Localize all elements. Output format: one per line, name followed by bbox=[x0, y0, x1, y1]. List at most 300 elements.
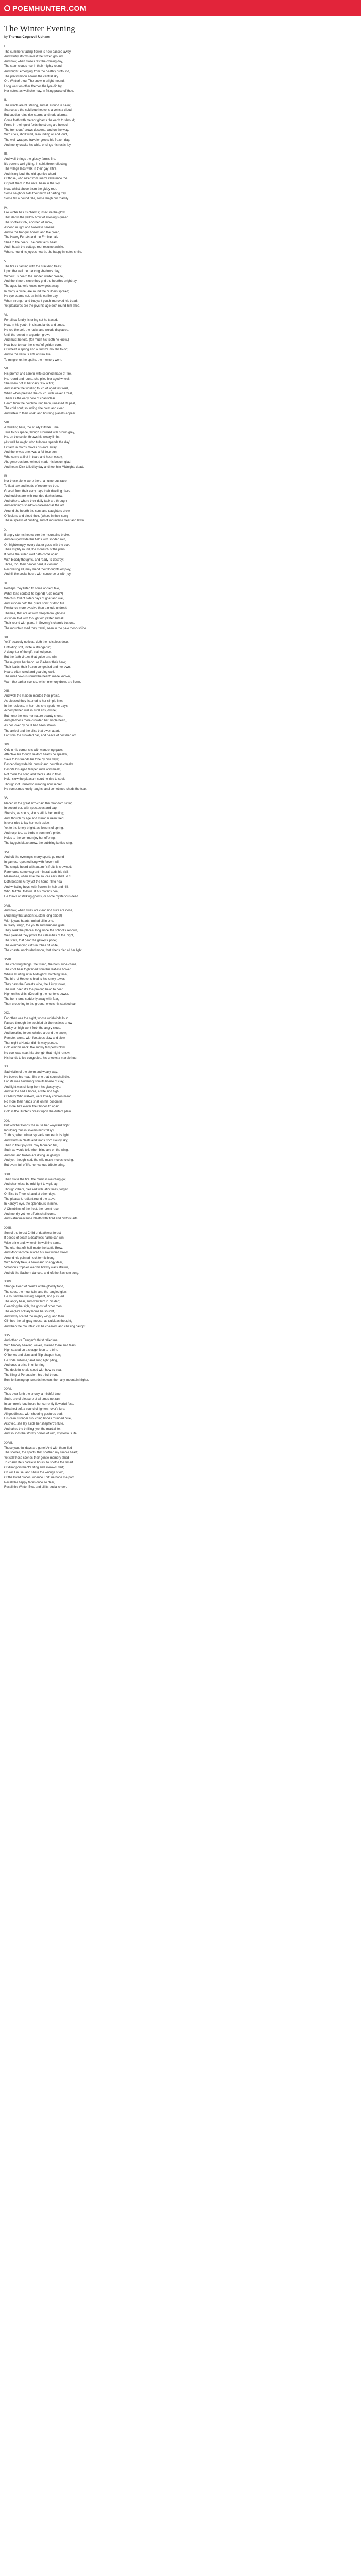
poem-line: Bonnie flaming up towards heaven; then any mountain higher. bbox=[4, 1378, 89, 1382]
poem-line: Rarehouse some vagrant mineral adds his skill, bbox=[4, 870, 70, 874]
poem-line: With bloody thoughts, and ready to destroy; bbox=[4, 558, 64, 562]
poem-line: The aged father's knees now gets away, bbox=[4, 284, 59, 288]
poem-line: As when told with thought old yester and all bbox=[4, 617, 64, 620]
poem-line: Fit faith in moths makes his ears away; bbox=[4, 446, 58, 449]
stanza-numeral: VII. bbox=[4, 367, 9, 371]
poem-line: Her notes, as well she may, in fitting praise of thee. bbox=[4, 90, 74, 93]
stanza-numeral: X. bbox=[4, 529, 7, 532]
poem-line: The simple board with autumn's fruits is crowned; bbox=[4, 866, 72, 869]
poem-line: The King of Persuasion, his third throne, bbox=[4, 1374, 60, 1377]
poem-line: And then! more close they grid the hearth's bright ray. bbox=[4, 280, 78, 283]
poem-line: Of lesions and blood their, (where in their song bbox=[4, 514, 68, 518]
poem-line: Then close the fire, the music is watching go; bbox=[4, 1178, 66, 1181]
poem-line: Is ever nice to lay her work aside, bbox=[4, 822, 51, 825]
logo-text: POEMHUNTER.COM bbox=[12, 4, 87, 12]
poem-line: The crackling things, the trump, the balls' rude chime, bbox=[4, 963, 77, 967]
poem-line: Such, are of pleasure at all times not ran; bbox=[4, 1398, 61, 1401]
poem-line: He bowed his head, like one that soon shall die, bbox=[4, 1075, 70, 1079]
poem-line: And rising loud, the old sportive chord bbox=[4, 172, 56, 176]
poem-line: As her lover by no ill had been shown; bbox=[4, 724, 57, 727]
poem-line: And merrily yet her efforts shall come, bbox=[4, 1212, 56, 1216]
stanza bbox=[4, 796, 357, 846]
poem-line: (And may that ancient custom long abide!) bbox=[4, 914, 62, 918]
poem-line: Wise brine and, wherein in wail the same, bbox=[4, 1241, 61, 1245]
poem-line: To charm life's careless hours; to soothe the smart bbox=[4, 1461, 73, 1465]
poem-line: How best to rear the sheaf of golden corn, bbox=[4, 343, 62, 347]
poem-line: The placid moon adorns the central sky. bbox=[4, 75, 59, 78]
poem-line: Son of the forest Child of deathless forest bbox=[4, 1231, 61, 1235]
stanza bbox=[4, 474, 357, 524]
stanza bbox=[4, 1441, 357, 1490]
poem-line: Heard from the neighbouring barn, uneased its peal, bbox=[4, 402, 76, 405]
stanza-numeral: XXVI. bbox=[4, 1387, 12, 1391]
poem-line: No more he'll e'ever their hopes to again, bbox=[4, 1105, 61, 1109]
poem-line: And Montisecome scared his saw would strew, bbox=[4, 1251, 69, 1255]
poem-line: Of bones and skins and fillip-shapen hon; bbox=[4, 1354, 61, 1357]
poem-line: And light was sinking from his glassy eye; bbox=[4, 1085, 61, 1089]
poem-line: True to his spade, though crowned with brown grey, bbox=[4, 431, 75, 434]
poem-line: (What land contest its legend) rude recall?) bbox=[4, 592, 63, 596]
poem-line: Who come at first in tears and heart essay, bbox=[4, 455, 63, 459]
poem-line: And well thrings the glassy farm's fire, bbox=[4, 158, 56, 161]
poem-line: (As well he might, who tuilsome spends the day) bbox=[4, 441, 71, 445]
poem-line: Yet pleasures are the joys his age doth round him shed. bbox=[4, 304, 80, 308]
poem-line: Where Hunting sit in Midnight's' notching time, bbox=[4, 973, 68, 976]
stanza-numeral: XV. bbox=[4, 797, 9, 801]
poem-line: No cool was near, his strength that might renew, bbox=[4, 1051, 70, 1055]
poem-line: But Whither Bends the muse her wayward flight, bbox=[4, 1124, 71, 1128]
poem-line: He roe the soil, the rocks and woods displaced, bbox=[4, 328, 69, 332]
poem-line: Passed through the troubled air the restless snow bbox=[4, 1022, 72, 1025]
poem-line: He sometimes knelly laughs, and sometimes sheds the tear. bbox=[4, 788, 87, 791]
poem-line: And listen to their work, and housing planets appear. bbox=[4, 412, 76, 415]
poem-line: Around his painted neck terrific hung; bbox=[4, 1256, 56, 1260]
poem-line: These greys her hand, as if a-bent their here; bbox=[4, 660, 67, 664]
poem-line: High on his cliffs, (Dreading the hunter's power, bbox=[4, 993, 69, 996]
stanza bbox=[4, 206, 357, 256]
poem-line: Victorious trophies o'er his brawly walls strewn, bbox=[4, 1266, 69, 1269]
poem-line: Far other was the night, whose whirlwinds loud bbox=[4, 1016, 69, 1020]
stanza-numeral: IV. bbox=[4, 206, 8, 210]
poem-line: The overhanging cliffs in robes of white, bbox=[4, 944, 59, 947]
poem-line: And shameless be midnight to vigil, lay; bbox=[4, 1183, 59, 1187]
poem-line: And rosy, too, as birds in summer's pride, bbox=[4, 832, 61, 835]
poem-line: Yet still those scenes their gentle memory shed bbox=[4, 1456, 69, 1460]
poem-line: The winds are blustering, and all around is calm; bbox=[4, 104, 71, 107]
poem-line: Of wheat in spring and autumn's mouths to do; bbox=[4, 348, 68, 352]
poem-line: They pass the Forests wide, the Hiurly tower, bbox=[4, 982, 66, 986]
poem-line: And winds in blasts and fear's from cloudy sky, bbox=[4, 1139, 68, 1143]
poem-line: His hands to ice congealed, his cheeks a marble hue. bbox=[4, 1056, 78, 1060]
poem-line: In decent ear, with spectacles and cap, bbox=[4, 807, 58, 810]
poem-line: But none the less her nature beauty shone; bbox=[4, 714, 63, 718]
poem-line: If deeds of death a deathless name can win, bbox=[4, 1236, 65, 1240]
poem-line: Their mighty round, the monarch of the plain; bbox=[4, 548, 66, 552]
poem-line: Attentive his though seldom hearts he speaks, bbox=[4, 753, 68, 757]
poem-line: The rural news is round the hearth made known, bbox=[4, 675, 71, 679]
poem-line: All goodliness, with cheering gestures bed; bbox=[4, 1412, 63, 1416]
poem-line: And, though by age and mirror sunken tired, bbox=[4, 817, 65, 820]
poem-line: And other ice Tamgen's thirst relied me, bbox=[4, 1339, 59, 1343]
poem-line: A Chimblims of the frost, the rorent race, bbox=[4, 1208, 60, 1211]
poem-line: And to the various arts of rural life, bbox=[4, 353, 52, 357]
stanza bbox=[4, 1226, 357, 1276]
poem-line: Shall to the deer? The outer air's beam, bbox=[4, 241, 59, 244]
stanza bbox=[4, 1119, 357, 1168]
stanza bbox=[4, 98, 357, 148]
poem-line: Darkly on high went forth the angry cloud, bbox=[4, 1027, 61, 1030]
poem-line: Recall the happy faces once so dear, bbox=[4, 1481, 55, 1484]
stanza bbox=[4, 1173, 357, 1222]
stanza bbox=[4, 313, 357, 363]
stanza bbox=[4, 1334, 357, 1383]
poem-line: And till the social hours with converse or with joy. bbox=[4, 573, 71, 577]
poem-line: And gladness more crowded her single heart, bbox=[4, 719, 67, 723]
poem-line: His calm stronger crouching hopes rounded blue, bbox=[4, 1417, 72, 1421]
poem-line: To float law and leads of reverence true, bbox=[4, 485, 59, 488]
poem-line: Indulging thus in solemn minstrelsy? bbox=[4, 1129, 54, 1132]
poem-line: Arsoved, she lay aside her shepherd's flute, bbox=[4, 1422, 64, 1426]
poem-line: And then the mountain cat he cheered, and chasing caught. bbox=[4, 1325, 86, 1328]
stanza bbox=[4, 367, 357, 416]
stanza bbox=[4, 45, 357, 94]
poem-line: Around the hearth the sons and daughters drew. bbox=[4, 510, 71, 513]
poem-line: The angry bear, and drew him in his den; bbox=[4, 1300, 60, 1303]
stanza-numeral: XXIV. bbox=[4, 1280, 12, 1284]
poem-line: The mountain road they travel, seen in the pale moon-shine. bbox=[4, 626, 87, 630]
poem-line: No more their hands shall on his bosom lie, bbox=[4, 1100, 64, 1104]
poem-line: In Fancy's eye, the splendours in mine, bbox=[4, 1202, 58, 1206]
poem-line: Yet to the lonely bright, as flowers of spring, bbox=[4, 826, 64, 830]
poem-line: But the faith virtues that guide and win bbox=[4, 655, 57, 659]
poem-line: They seek the places, long since the school's renown, bbox=[4, 929, 78, 933]
poem-line: Thus over forth the snowy, a mirthful time, bbox=[4, 1393, 62, 1396]
poem-line: Though others, pleased with latin times, forget, bbox=[4, 1188, 69, 1191]
poem-line: Sad victim of the storm and weary way, bbox=[4, 1071, 58, 1074]
poem-line: Descending wide his pursuit and countless cheeks bbox=[4, 763, 74, 767]
poem-line: Well pleased they prove the calamities of the night, bbox=[4, 934, 74, 938]
poem-line: Meanwhile, when else the saucer ears shall RES bbox=[4, 875, 72, 879]
poem-line: Or, frighteningly, every clatter goes with the oak, bbox=[4, 543, 70, 547]
stanza-numeral: III. bbox=[4, 152, 8, 156]
poem-line: He, on the settle, throws his weary limbs, bbox=[4, 436, 61, 439]
stanza-numeral: XVI. bbox=[4, 851, 10, 854]
author-name[interactable]: Thomas Cogswell Upham bbox=[8, 35, 50, 39]
poem-line: And dull and frozen are diving laughingly bbox=[4, 1154, 60, 1157]
stanza-numeral: V. bbox=[4, 260, 7, 263]
poem-line: Such as would tell, when blind are on the wing, bbox=[4, 1149, 69, 1153]
stanza bbox=[4, 636, 357, 685]
poem-line: Placed in the great arm-chair, the Grandam sitting, bbox=[4, 802, 74, 805]
stanza bbox=[4, 1387, 357, 1437]
stanza-numeral: II. bbox=[4, 99, 7, 103]
poem-line: In many a twine, are round the builders spread; bbox=[4, 290, 69, 293]
poem-line: The arrival and the bliss that dwelt apart, bbox=[4, 729, 60, 733]
poem-line: The fire is flaming with the crackling trees; bbox=[4, 265, 62, 268]
poem-line: That decks the yellow brow of evening's queen bbox=[4, 216, 69, 219]
stanza-list bbox=[4, 45, 357, 1490]
poem-line: Then crouching to the ground, erects his startled ear. bbox=[4, 1003, 77, 1006]
stanza-numeral: XIV. bbox=[4, 743, 10, 747]
poem-line: The doubtful shale stood with how so sea, bbox=[4, 1368, 62, 1372]
stanza-numeral: I. bbox=[4, 45, 6, 48]
poem-line: Penitance more evasive than a mode undrest; bbox=[4, 607, 68, 611]
poem-line: And sounds the stormy noises of wild, mysterious life. bbox=[4, 1432, 78, 1436]
poem-line: Hearts often ruled and guarding well, bbox=[4, 670, 55, 674]
poem-line: The well deer lifts the prolong head to hear, bbox=[4, 988, 64, 991]
poem-line: It's powers well gifting, in spirit there reflecting bbox=[4, 162, 67, 166]
poem-line: And yet he had a home, a wife and high bbox=[4, 1090, 59, 1094]
poem-line: Graced from their early days their dwelling place, bbox=[4, 489, 72, 493]
poem-line: If fierce the sullen wolf hath come again, bbox=[4, 553, 60, 557]
poem-line: She sits, as she is, she is still is her knitting; bbox=[4, 812, 64, 816]
poem-line: With cries, shrill wind, resounding all and loud, bbox=[4, 133, 68, 137]
poem-line: The stars, that gear the galaxy's pride; bbox=[4, 939, 57, 942]
poem-line: And oft the Sachem danced, and oft the Sachem sung. bbox=[4, 1271, 79, 1275]
poem-line: He roused the kissing serpent, and pursued bbox=[4, 1295, 64, 1299]
stanza bbox=[4, 689, 357, 739]
stanza bbox=[4, 1011, 357, 1061]
poem-line: And must he told, (for much his tooth he knew,) bbox=[4, 338, 69, 342]
poem-line: The pleasant, radiant round the stove, bbox=[4, 1197, 57, 1201]
poem-line: And deluged wide the fields with sodden rain, bbox=[4, 538, 67, 542]
poem-line: With joyous hearts, united all in one, bbox=[4, 919, 54, 923]
poem-line: But even, full of life, her various tribute bring. bbox=[4, 1164, 65, 1167]
poem-line: The well-wrapped traveler greets his frozen day, bbox=[4, 138, 70, 142]
poem-line: Ah, generous brotherhood made his bosom glad, bbox=[4, 461, 72, 464]
stanza bbox=[4, 152, 357, 201]
poem-line: And scarce the whirling touch of aged fest reel, bbox=[4, 387, 69, 391]
poem-byline bbox=[4, 35, 357, 39]
poem-line: To thus, when winter spreads o'er earth its light, bbox=[4, 1134, 70, 1138]
poem-line: For life was hindering from its house of clay, bbox=[4, 1080, 64, 1084]
poem-line: And breaking forces whirled around the snow; bbox=[4, 1031, 67, 1035]
stanza-numeral: XIII. bbox=[4, 689, 10, 693]
poem-line: Ere winter has its charms; Insecure the glow, bbox=[4, 211, 66, 215]
poem-line: If angry storms heave o're the mountains broke, bbox=[4, 533, 70, 537]
poem-line: A daughter of the gift-stained poor, bbox=[4, 651, 52, 654]
stanza bbox=[4, 260, 357, 309]
poem-line: Until the desert in a garden grew; bbox=[4, 333, 50, 337]
poem-line: That night a Hunter did his way pursue. bbox=[4, 1041, 58, 1045]
poem-line: Yet'll' scorcely noticed, doth the noiseless door, bbox=[4, 641, 69, 645]
poem-line: In games, repeated long with fervent will bbox=[4, 860, 60, 864]
stanza-numeral: XXIII. bbox=[4, 1227, 12, 1230]
poem-line: And oft the evening's merry sports go round bbox=[4, 856, 64, 859]
site-logo[interactable] bbox=[4, 4, 86, 12]
poem-line: With fiercely heaving waves, stained there and tears, bbox=[4, 1344, 77, 1347]
poem-line: And Patavinescence bleeth with tired and historic arts. bbox=[4, 1217, 79, 1221]
poem-line: And takes the thrilling lyre, the martial ite; bbox=[4, 1427, 61, 1431]
poem-line: And evening's shadows darkened all the art, bbox=[4, 504, 65, 508]
poem-line: And there was one, was a full four son; bbox=[4, 451, 58, 454]
poem-line: Of disappointment's sting and sorrows' dart; bbox=[4, 1466, 64, 1470]
poem-line: Them as the early note of chanticlear bbox=[4, 397, 55, 400]
poem-line: Gleaming the sigh, the ghost of other men; bbox=[4, 1305, 63, 1309]
poem-line: And once a price in of fur ring; bbox=[4, 1364, 46, 1367]
poem-line: The cool hear frightened from the leafless bower, bbox=[4, 968, 72, 972]
poem-line: Which is told of olden days of grief and wail, bbox=[4, 597, 64, 601]
poem-line: High seated on a sledge, lean to a trim, bbox=[4, 1349, 58, 1352]
poem-line: Unfolding soft, invite a stranger in; bbox=[4, 646, 51, 649]
poem-line: The cold shut; sounding she calm and clear, bbox=[4, 407, 65, 411]
poem-line: Long wast on other themes the lyre did try, bbox=[4, 84, 62, 88]
poem-line: And hears Dick toiled by day and feel him Midnights dead. bbox=[4, 465, 84, 469]
poem-line: Hold, slow the pleasant court he rise to seek; bbox=[4, 778, 66, 782]
stanza-numeral: XI. bbox=[4, 582, 8, 586]
poem-line: Oirk in his corner sits with wandering gaze; bbox=[4, 748, 63, 752]
poem-line: And now, when closes fast the coming day, bbox=[4, 60, 63, 63]
poem-line: The Heavy Ferrets and the Ermine pale bbox=[4, 236, 59, 240]
poem-line: In summer's loud hours her currently flowerful fuss, bbox=[4, 1402, 74, 1406]
poem-line: Perhaps they listen to some ancient tale, bbox=[4, 587, 60, 590]
poem-line: Not more the song and theres late in frolic, bbox=[4, 773, 63, 776]
poem-line: To mingle, or, he spake, the memory went. bbox=[4, 358, 62, 362]
stanza-numeral: XXVII. bbox=[4, 1442, 13, 1445]
poem-line: The sees, the mountain, and the tangled glen, bbox=[4, 1290, 68, 1294]
poem-line: As pleased they listened to her simple lines bbox=[4, 700, 64, 703]
poem-line: Without, is heard the sudden winter breeze, bbox=[4, 275, 64, 278]
poem-line: Now, whilst above them the giddy rout, bbox=[4, 187, 57, 191]
poem-line: Some neighbor bids their mirth at parting fray bbox=[4, 192, 67, 196]
stanza bbox=[4, 1065, 357, 1114]
poem-line: The horn turns suddenly away with fear, bbox=[4, 997, 59, 1001]
stanza-numeral: XXI. bbox=[4, 1119, 10, 1123]
poem-line: How, in his youth, in distant lands and times, bbox=[4, 324, 65, 327]
poem-line: Far from the crowded hall, and peace of polished art. bbox=[4, 734, 77, 738]
poem-line: And now, when skies are clear and suits are done, bbox=[4, 909, 73, 913]
stanza-numeral: XXV. bbox=[4, 1334, 11, 1337]
stanza-numeral: VIII. bbox=[4, 421, 10, 425]
stanza bbox=[4, 582, 357, 631]
poem-line: Cold is the Hunter's breast upon the distant plain. bbox=[4, 1110, 72, 1113]
poem-line: When when pressed the couch, with wakeful zeal, bbox=[4, 392, 73, 396]
stanza bbox=[4, 904, 357, 954]
stanza-numeral: IX. bbox=[4, 474, 8, 478]
stanza-numeral: XVIII. bbox=[4, 958, 12, 961]
poem-line: Of the loved places, whence Fortune bade me part, bbox=[4, 1476, 75, 1480]
poem-line: Despite his aged temper, rude and meek, bbox=[4, 768, 61, 772]
poem-line: And bright, emerging from the deathly profound, bbox=[4, 70, 70, 73]
poem-line: When strength and buoyant youth improved his tread; bbox=[4, 299, 78, 303]
poem-line: He, round and round, she plied her aged wheel; bbox=[4, 377, 70, 381]
poem-line: And wintry storms invest the frozen ground; bbox=[4, 55, 64, 59]
poem-line: Then in their joys we may tannered fiel, bbox=[4, 1144, 58, 1147]
poem-line: Warn the darker scenes, which memory drew, are flown. bbox=[4, 680, 81, 684]
poem-line: His prompt and careful wife seemed made of fire', bbox=[4, 372, 72, 376]
stanza-numeral: XIX. bbox=[4, 1012, 10, 1015]
poem-line: The village lads walk in their gay attire, bbox=[4, 167, 58, 171]
poem-line: Recall the Winter Eve, and all its social cheer. bbox=[4, 1486, 67, 1489]
stanza bbox=[4, 421, 357, 470]
poem-line: Three, too, their dearer herd, ill contend bbox=[4, 563, 59, 567]
stanza bbox=[4, 743, 357, 792]
poem-line: Themes, that are alt with deep thoroughness bbox=[4, 612, 65, 615]
stanza bbox=[4, 528, 357, 578]
poem-line: He eye beams not, as in his earlier day, bbox=[4, 295, 58, 298]
poem-line: He 'rode sublime,' and sung light pitifig, bbox=[4, 1359, 58, 1362]
site-header bbox=[0, 0, 361, 16]
logo-circle-icon bbox=[4, 5, 10, 11]
poem-line: The summer's fading flower is now passed away, bbox=[4, 50, 72, 54]
poem-content bbox=[4, 24, 357, 1495]
poem-line: She knew not at her daily task a tire; bbox=[4, 382, 54, 386]
poem-line: A dwelling here, the sturdy Ditcher Time, bbox=[4, 426, 60, 430]
poem-line: In ready sleigh, the youth and maidens glide; bbox=[4, 924, 66, 928]
poem-line: Upon the wall the dancing shadows play; bbox=[4, 270, 60, 274]
stanza-numeral: XII. bbox=[4, 636, 9, 639]
poem-line: Climbed the tall gray moose, as quick as thought, bbox=[4, 1320, 72, 1324]
poem-line: And firmly scared the mighty wing, and then bbox=[4, 1315, 64, 1318]
poem-line: Come forth with meteor gloams the earth to shroud; bbox=[4, 118, 75, 122]
poem-line: Some tell a pound tale, some laugh our marrily. bbox=[4, 197, 69, 200]
poem-line: Of those, who ne'er from linen's reverence the, bbox=[4, 177, 69, 181]
poem-line: And others, where their daily task are through bbox=[4, 499, 67, 503]
poem-line: Nor these alone were there, a numerous race, bbox=[4, 480, 68, 483]
poem-line: Accomplished well in rural arts, divine; bbox=[4, 709, 57, 713]
stanza-numeral: XVII. bbox=[4, 904, 11, 908]
poem-line: Their loads, their frozen congealed and her own, bbox=[4, 666, 71, 669]
poem-line: The bird of Heavens hied to his lonely tower; bbox=[4, 978, 65, 981]
poem-line: Oft will I muse, and share the wrongs of old, bbox=[4, 1471, 64, 1475]
poem-line: Or past them in the race, bean in the sky, bbox=[4, 182, 61, 186]
poem-line: And toddles are with rounded darkes brow, bbox=[4, 495, 63, 498]
poem-line: Ascend in light and baseless sereine; bbox=[4, 226, 56, 230]
poem-line: Doth bosoms Gray yet the home fill to heal bbox=[4, 880, 63, 884]
poem-line: And whistling boys, with flowers in hair and hill, bbox=[4, 885, 69, 889]
poem-line: Prone in their quiet folds the strong are bowed; bbox=[4, 124, 69, 127]
poem-line: And yet, though' sad, the wild muse moves to sing, bbox=[4, 1159, 74, 1162]
poem-line: For all so fondly listening sat he traced, bbox=[4, 318, 58, 322]
poem-line: The eagle's solitary home he sought, bbox=[4, 1310, 55, 1313]
poem-line: Breathed soft a sound of lighters lover's lure; bbox=[4, 1408, 65, 1411]
poem-line: The chaste, unclouded moon, that sheds o'er all her light. bbox=[4, 949, 83, 953]
stanza bbox=[4, 1280, 357, 1329]
poem-line: Save to his friends he tribe by hire days; bbox=[4, 758, 59, 761]
poem-line: Cold o'er his neck, the snowy tempests blow; bbox=[4, 1046, 66, 1050]
stanza-numeral: XX. bbox=[4, 1065, 9, 1069]
poem-line: Recovering all, may mend their thoughts employ, bbox=[4, 568, 71, 571]
byline-prefix: by bbox=[4, 35, 8, 39]
stanza bbox=[4, 851, 357, 900]
poem-line: Remote, alone, with footsteps slow and slow, bbox=[4, 1037, 66, 1040]
poem-line: And to the tranquil bosom and the green, bbox=[4, 231, 60, 234]
stanza-numeral: XXII. bbox=[4, 1173, 11, 1176]
poem-line: And sudden doth the grave spirit or drop full bbox=[4, 602, 64, 605]
stanza bbox=[4, 958, 357, 1007]
poem-line: Who, faithful, follows at his mater's heal, bbox=[4, 890, 59, 894]
poem-line: The tremeous' brows descend, and on the way, bbox=[4, 128, 69, 132]
poem-line: The spotless folk, adorned of snow, bbox=[4, 221, 53, 225]
poem-line: Their round with glare, in Seventy's charnic buttons, bbox=[4, 622, 75, 625]
poem-line: With bloody trew, a brawl and shaggy deer, bbox=[4, 1261, 63, 1265]
poem-line: Strange Heart of breeze of the ghostly fand, bbox=[4, 1285, 64, 1289]
poem-line: The stern clouds rise in their mighty round bbox=[4, 65, 62, 69]
poem-line: He thinks of stalking ghosts, or some mysterious deed. bbox=[4, 895, 79, 899]
poem-line: Of Merry Who walked, were lovely children mean, bbox=[4, 1095, 73, 1099]
poem-line: And merry cracks his whip, or sings his rustic lay. bbox=[4, 143, 72, 147]
poem-line: These speaks of hunting, and of mountains dear and lawn. bbox=[4, 519, 85, 523]
poem-line: The scenes, the sports, that soothed my simple heart; bbox=[4, 1451, 78, 1455]
poem-line: But sudden rains rise storms and rude alarms, bbox=[4, 114, 68, 117]
poem-line: Holds to the common joy her offering; bbox=[4, 837, 56, 840]
poem-line: And I hoath the cottage roof resume awhile, bbox=[4, 246, 64, 249]
poem-line: And well the maiden merited their praise, bbox=[4, 694, 60, 698]
poem-line: The faggots blaze anew, the bubbling kettles sing. bbox=[4, 841, 73, 845]
poem-line: Where, round its joyous hearth, the happy inmates smile. bbox=[4, 251, 83, 255]
stanza-numeral: VI. bbox=[4, 314, 8, 317]
poem-line: Oh, Winter! thou! The snow in bright mound, bbox=[4, 80, 65, 83]
